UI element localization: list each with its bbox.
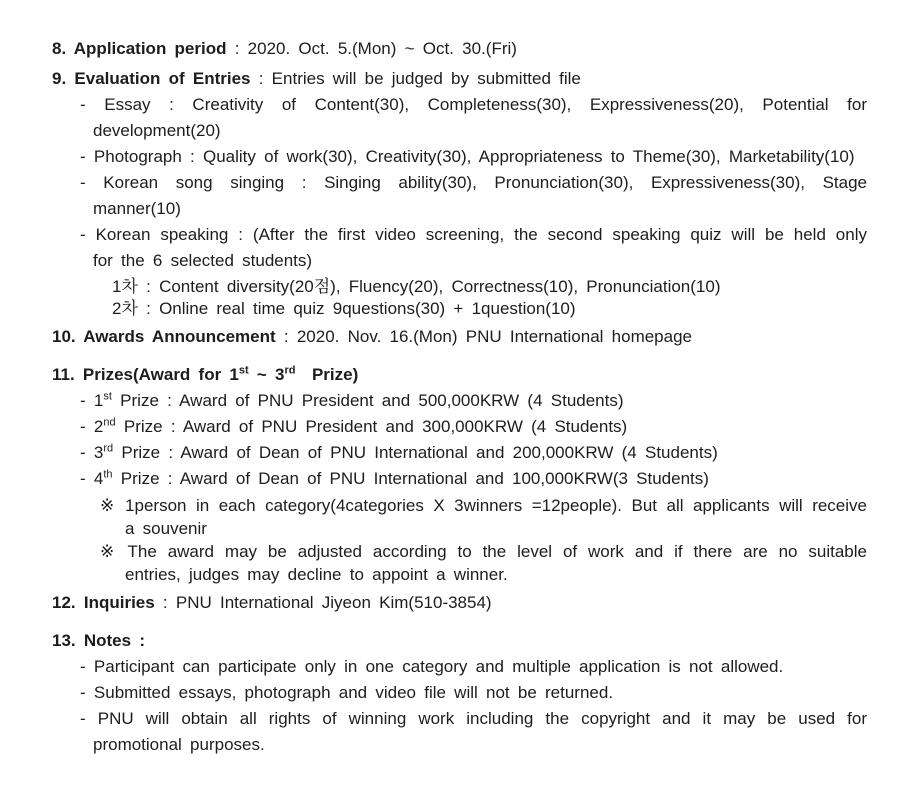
section-label: 8. Application period: [52, 39, 227, 58]
section-application-period: [52, 36, 867, 62]
ordinal-suffix: st: [238, 364, 249, 377]
prize-value: Award of Dean of PNU International and 100,000KRW(3 Students): [179, 469, 709, 488]
criterion-label: Essay: [104, 95, 151, 114]
criterion-value: Singing ability(30), Pronunciation(30), Expressiveness(30), Stage manner(10): [93, 173, 867, 218]
note-text: PNU will obtain all rights of winning work including the copyright and it may be used for promotional purposes.: [93, 709, 867, 754]
note-bullet-3: [52, 706, 867, 758]
colon-separator: :: [160, 443, 181, 462]
ordinal-suffix: st: [103, 390, 112, 403]
colon-separator: :: [137, 277, 160, 296]
prize-value: Award of PNU President and 300,000KRW (4 Students): [182, 417, 628, 436]
note-text: Participant can participate only in one category and multiple application is not allowed.: [93, 657, 784, 676]
section-notes-heading: [52, 628, 867, 654]
heading-text: 11. Prizes(Award for 1: [52, 365, 239, 384]
reference-mark: ※: [100, 496, 116, 515]
dash-marker: -: [80, 683, 86, 702]
prize-number: 2: [93, 417, 104, 436]
colon-separator: :: [150, 95, 193, 114]
section-value: 2020. Oct. 5.(Mon) ~ Oct. 30.(Fri): [247, 39, 517, 58]
round-label: 1차: [112, 277, 138, 296]
colon-separator: :: [131, 631, 145, 650]
dash-marker: -: [80, 173, 86, 192]
criterion-value: (After the first video screening, the second speaking quiz will be held only for the 6 selected students): [93, 225, 867, 270]
section-value: Entries will be judged by submitted file: [271, 69, 581, 88]
heading-text: ~ 3: [248, 365, 285, 384]
colon-separator: :: [275, 327, 297, 346]
dash-marker: -: [80, 225, 86, 244]
prize-word: Prize: [120, 469, 160, 488]
colon-separator: :: [159, 469, 180, 488]
colon-separator: :: [250, 69, 272, 88]
colon-separator: :: [154, 593, 176, 612]
dash-marker: -: [80, 657, 86, 676]
section-evaluation: [52, 66, 867, 92]
criterion-value: Creativity of Content(30), Completeness(30), Expressiveness(20), Potential for development(20): [93, 95, 867, 140]
dash-marker: -: [80, 709, 86, 728]
note-bullet-2: [52, 680, 867, 706]
prize-2: [52, 414, 867, 440]
ordinal-suffix: nd: [103, 416, 116, 429]
round-value: Online real time quiz 9questions(30) + 1question(10): [159, 299, 576, 318]
dash-marker: -: [80, 147, 86, 166]
section-value: 2020. Nov. 16.(Mon) PNU International homepage: [296, 327, 693, 346]
dash-marker: -: [80, 469, 86, 488]
prize-1: [52, 388, 867, 414]
section-value: PNU International Jiyeon Kim(510-3854): [175, 593, 492, 612]
reference-mark: ※: [100, 542, 117, 561]
ordinal-suffix: rd: [103, 442, 114, 455]
ordinal-suffix: th: [103, 468, 113, 481]
round-2: [52, 298, 867, 320]
prize-value: Award of Dean of PNU International and 200,000KRW (4 Students): [180, 443, 718, 462]
section-awards-announcement: [52, 324, 867, 350]
colon-separator: :: [137, 299, 160, 318]
criterion-photograph: [52, 144, 867, 170]
criterion-essay: [52, 92, 867, 144]
dash-marker: -: [80, 95, 86, 114]
prize-rank: [94, 391, 159, 410]
prize-rank: [94, 469, 160, 488]
colon-separator: :: [158, 391, 180, 410]
dash-marker: -: [80, 391, 86, 410]
prize-word: Prize: [120, 391, 159, 410]
round-1: [52, 276, 867, 298]
colon-separator: :: [181, 147, 203, 166]
prize-value: Award of PNU President and 500,000KRW (4 Students): [179, 391, 624, 410]
criterion-label: Korean speaking: [95, 225, 229, 244]
prize-rank: [94, 443, 160, 462]
note-bullet-1: [52, 654, 867, 680]
note-text: The award may be adjusted according to the level of work and if there are no suitable entries, judges may decline to appoint a winner.: [125, 542, 867, 584]
round-label: 2차: [112, 299, 138, 318]
prize-rank: [94, 417, 163, 436]
colon-separator: :: [284, 173, 325, 192]
criterion-label: Photograph: [93, 147, 182, 166]
section-inquiries: [52, 590, 867, 616]
round-value: Content diversity(20점), Fluency(20), Correctness(10), Pronunciation(10): [159, 277, 721, 296]
prize-word: Prize: [121, 443, 161, 462]
section-label: 12. Inquiries: [52, 593, 155, 612]
heading-text: Prize): [295, 365, 359, 384]
dash-marker: -: [80, 417, 86, 436]
section-label: 9. Evaluation of Entries: [52, 69, 251, 88]
prize-notes: [52, 494, 867, 586]
note-text: Submitted essays, photograph and video file will not be returned.: [93, 683, 614, 702]
prize-4: [52, 466, 867, 492]
colon-separator: :: [162, 417, 183, 436]
prize-word: Prize: [123, 417, 163, 436]
section-label: 10. Awards Announcement: [52, 327, 276, 346]
section-prizes-heading: [52, 362, 867, 388]
criterion-korean-song: [52, 170, 867, 222]
prize-number: 1: [93, 391, 104, 410]
prize-note-2: [52, 540, 867, 586]
prize-note-1: [52, 494, 867, 540]
speaking-rounds: [52, 276, 867, 320]
prize-number: 3: [93, 443, 104, 462]
criterion-korean-speaking: [52, 222, 867, 274]
colon-separator: :: [226, 39, 248, 58]
ordinal-suffix: rd: [284, 364, 296, 377]
prize-3: [52, 440, 867, 466]
dash-marker: -: [80, 443, 86, 462]
criterion-label: Korean song singing: [103, 173, 285, 192]
section-label: 13. Notes: [52, 631, 132, 650]
prize-number: 4: [93, 469, 104, 488]
colon-separator: :: [228, 225, 253, 244]
criterion-value: Quality of work(30), Creativity(30), Appropriateness to Theme(30), Marketability(10): [202, 147, 855, 166]
note-text: 1person in each category(4categories X 3winners =12people). But all applicants will receive a souvenir: [125, 496, 867, 538]
